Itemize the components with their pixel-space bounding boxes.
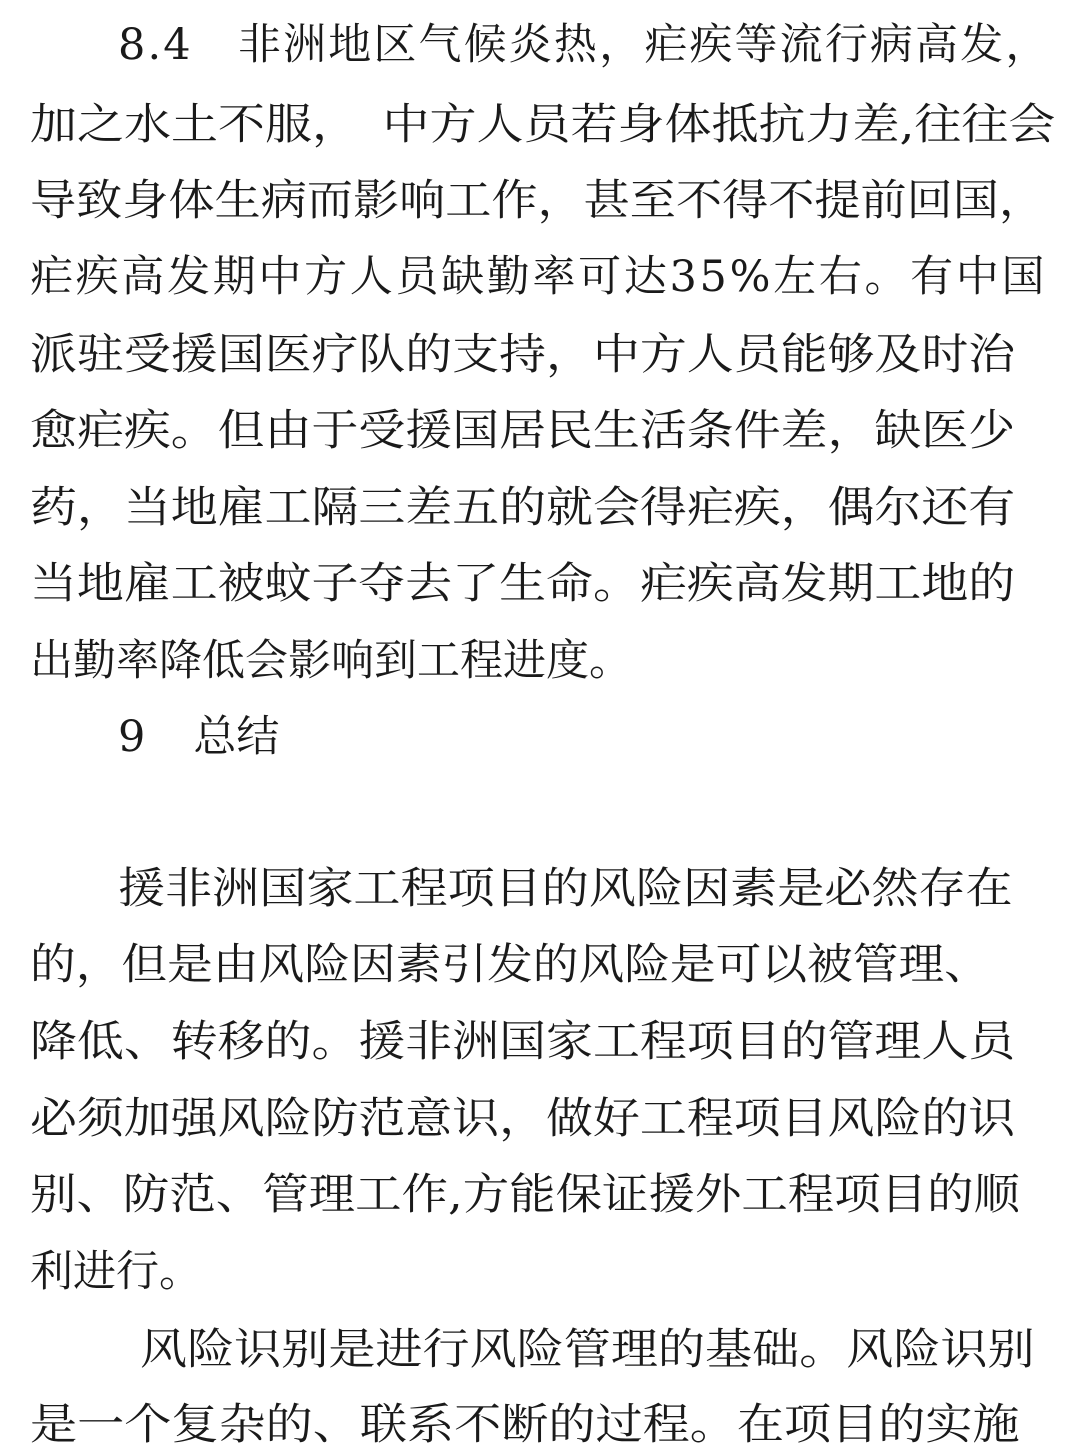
text-line: 药，当地雇工隔三差五的就会得疟疾，偶尔还有 xyxy=(30,483,1016,533)
text-line: 导致身体生病而影响工作，甚至不得不提前回国， xyxy=(30,176,1046,226)
text-line: 降低、转移的。援非洲国家工程项目的管理人员 xyxy=(30,1017,1016,1067)
text-line: 风险识别是进行风险管理的基础。风险识别 xyxy=(140,1325,1035,1375)
text-line: 加之水土不服， 中方人员若身体抵抗力差,往往会 xyxy=(30,100,1056,150)
text-line: 必须加强风险防范意识，做好工程项目风险的识 xyxy=(30,1094,1016,1144)
text-line: 派驻受援国医疗队的支持，中方人员能够及时治 xyxy=(30,330,1016,380)
text-line: 愈疟疾。但由于受援国居民生活条件差，缺医少 xyxy=(30,406,1016,456)
section-number: 9 xyxy=(118,712,146,762)
section-title: 总结 xyxy=(193,712,280,762)
text-line: 是一个复杂的、联系不断的过程。在项目的实施 xyxy=(30,1400,1020,1450)
text-line: 8.4 非洲地区气候炎热，疟疾等流行病高发， xyxy=(118,20,1051,70)
text-line: 的，但是由风险因素引发的风险是可以被管理、 xyxy=(30,940,990,990)
text-line: 当地雇工被蚊子夺去了生命。疟疾高发期工地的 xyxy=(30,559,1016,609)
section-heading xyxy=(118,712,280,762)
text-line: 疟疾高发期中方人员缺勤率可达35%左右。有中国 xyxy=(30,252,1048,302)
text-line: 出勤率降低会影响到工程进度。 xyxy=(30,636,632,686)
text-line: 援非洲国家工程项目的风险因素是必然存在 xyxy=(118,864,1013,914)
text-line: 别、防范、管理工作,方能保证援外工程项目的顺 xyxy=(30,1170,1021,1220)
text-line: 利进行。 xyxy=(30,1247,202,1297)
